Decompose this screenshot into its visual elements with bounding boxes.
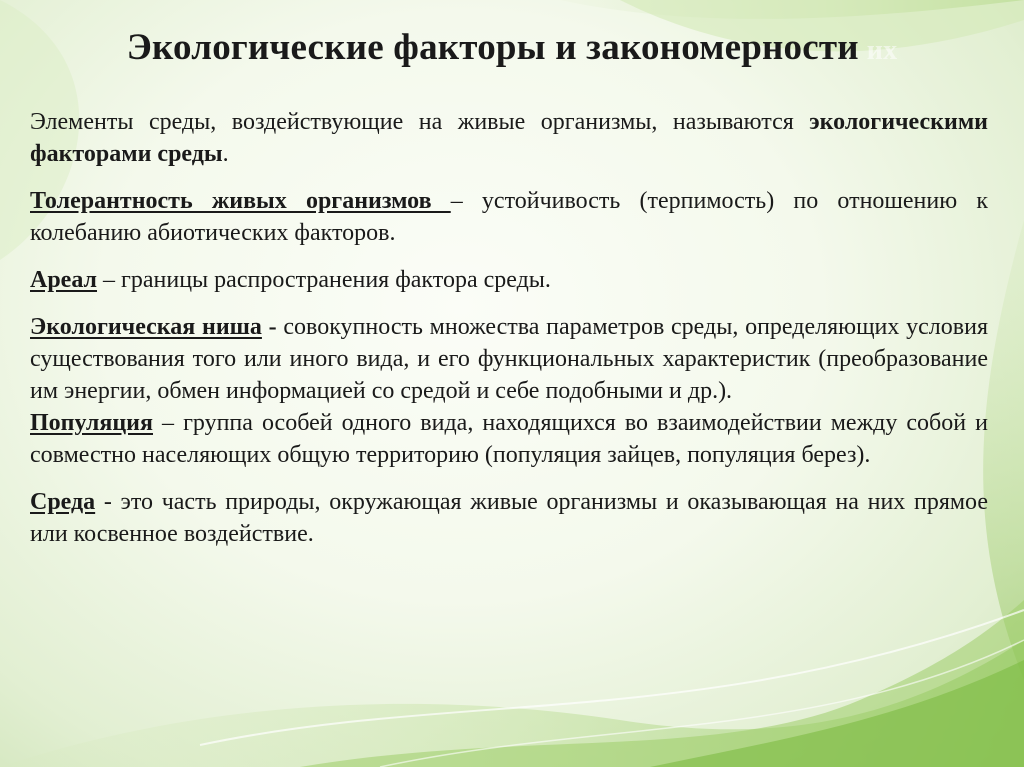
- term-population: Популяция: [30, 410, 153, 436]
- p1-text-before: Элементы среды, воздействующие на живые организмы, называются: [30, 109, 810, 135]
- title-main: Экологические факторы и закономерности: [126, 27, 859, 68]
- term-tolerance: Толерантность живых организмов: [30, 188, 451, 214]
- title-faint-text: их: [866, 35, 898, 66]
- term-environment: Среда: [30, 489, 96, 515]
- definition-niche: совокупность множества параметров среды, определяющих условия существования того или иного вида, и его функциональных характеристик (преобразование им энергии, обмен информацией со средой и себе подобными и др.).: [30, 314, 988, 404]
- paragraph-population: [30, 407, 988, 471]
- definition-environment: - это часть природы, окружающая живые организмы и оказывающая на них прямое или косвенное воздействие.: [30, 489, 988, 547]
- paragraph-areal: [30, 264, 988, 296]
- paragraph-environment: [30, 486, 988, 550]
- slide-content: [30, 106, 988, 565]
- niche-dash: -: [261, 314, 284, 340]
- term-areal: Ареал: [30, 267, 98, 293]
- p1-text-after: .: [222, 141, 229, 167]
- p1-bold-term: экологическими факторами среды: [30, 109, 988, 167]
- term-niche: Экологическая ниша: [30, 314, 262, 340]
- definition-areal: – границы распространения фактора среды.: [97, 267, 551, 293]
- slide-title: [0, 26, 1024, 69]
- paragraph-tolerance: [30, 185, 988, 249]
- definition-tolerance: – устойчивость (терпимость) по отношению к колебанию абиотических факторов.: [30, 188, 989, 246]
- paragraph-niche: [30, 311, 988, 407]
- paragraph-ecological-factors: [30, 106, 988, 170]
- definition-population: – группа особей одного вида, находящихся во взаимодействии между собой и совместно населяющих общую территорию (популяция зайцев, популяция берез).: [30, 410, 988, 468]
